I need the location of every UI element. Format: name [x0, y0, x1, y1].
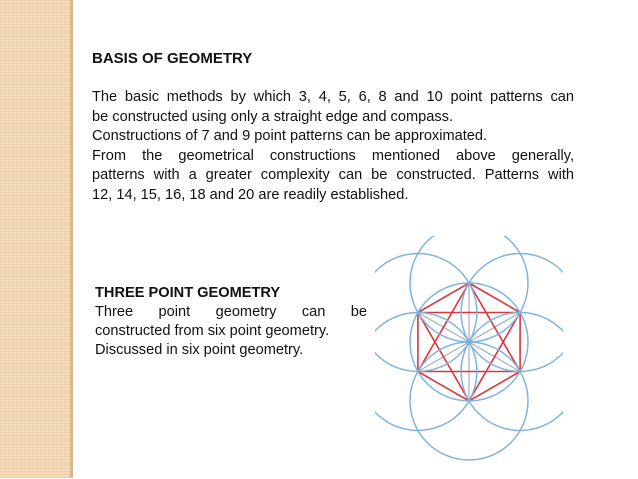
paragraph-line: 12, 14, 15, 16, 18 and 20 are readily established. [92, 186, 409, 203]
section-paragraph [92, 88, 574, 205]
paragraph-line: patterns with a greater complexity can be constructed. Patterns with [92, 167, 574, 183]
basis-section [92, 50, 574, 205]
paragraph-line: Constructions of 7 and 9 point patterns can be approximated. [92, 128, 488, 144]
paragraph-line: Three point geometry can be [95, 304, 367, 320]
section-paragraph [95, 303, 367, 360]
paragraph-line: The basic methods by which 3, 4, 5, 6, 8 and 10 point patterns can [92, 89, 574, 105]
paragraph-line: constructed from six point geometry. [95, 323, 330, 339]
paragraph-line: From the geometrical constructions mentioned above generally, [92, 147, 574, 164]
six-point-circle-pattern-icon [375, 236, 563, 474]
section-title: THREE POINT GEOMETRY [95, 285, 281, 301]
sidebar-edge [70, 0, 73, 478]
geometry-diagram [375, 236, 563, 474]
paragraph-line: be constructed using only a straight edge and compass. [92, 108, 454, 125]
decorative-sidebar [0, 0, 70, 478]
section-title: BASIS OF GEOMETRY [92, 50, 253, 67]
paragraph-line: Discussed in six point geometry. [95, 342, 304, 358]
three-point-section [95, 284, 367, 360]
